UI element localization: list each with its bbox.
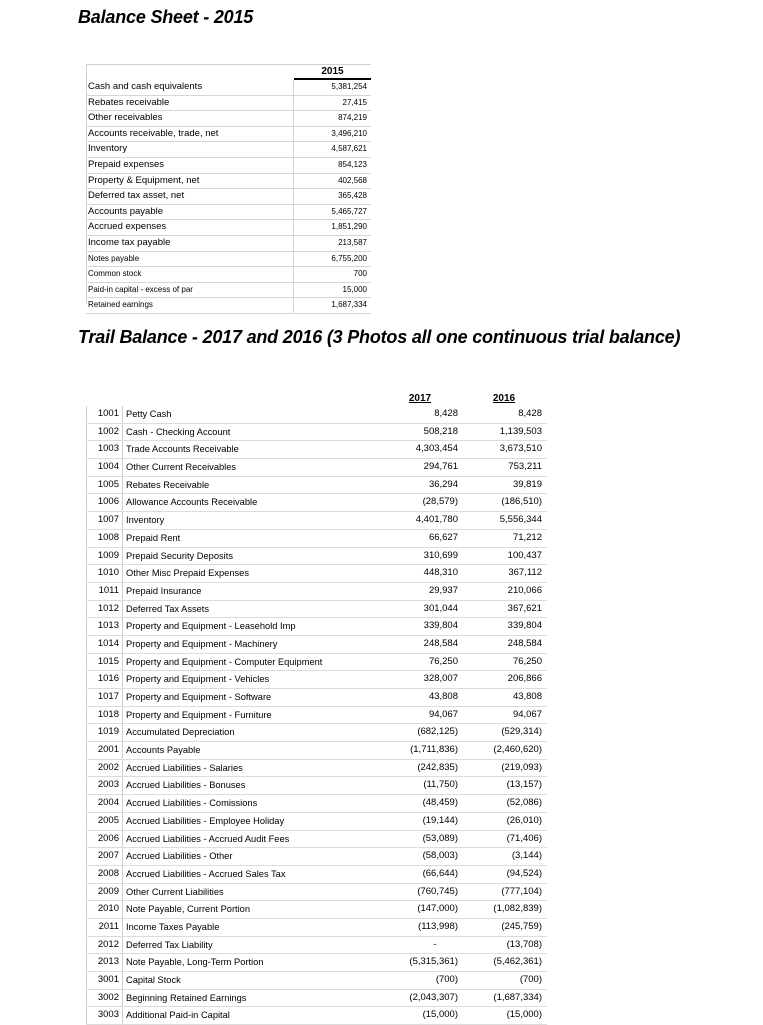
header-spacer bbox=[86, 382, 123, 406]
table-row bbox=[86, 127, 371, 143]
row-label: Accounts payable bbox=[86, 205, 294, 220]
table-row bbox=[86, 142, 371, 158]
table-row bbox=[86, 636, 547, 654]
account-number: 1019 bbox=[86, 724, 123, 741]
table-row bbox=[86, 813, 547, 831]
amount-2017: (19,144) bbox=[422, 814, 458, 826]
amount-2017: 448,310 bbox=[423, 567, 458, 579]
amount-2017: (682,125) bbox=[417, 726, 458, 738]
table-row bbox=[86, 424, 547, 442]
amount-2016: 5,556,344 bbox=[499, 514, 542, 526]
row-value: 15,000 bbox=[342, 284, 367, 294]
account-number: 1018 bbox=[86, 707, 123, 724]
amount-2017: 310,699 bbox=[423, 549, 458, 561]
table-row bbox=[86, 654, 547, 672]
row-value: 874,219 bbox=[338, 113, 367, 123]
trial-balance-title: Trail Balance - 2017 and 2016 (3 Photos all one continuous trial balance) bbox=[78, 327, 681, 347]
account-name: Cash - Checking Account bbox=[126, 426, 231, 437]
amount-2016: (15,000) bbox=[506, 1009, 542, 1021]
table-row bbox=[86, 441, 547, 459]
table-row bbox=[86, 236, 371, 252]
amount-2017: 248,584 bbox=[423, 637, 458, 649]
account-name: Accrued Liabilities - Accrued Audit Fees bbox=[126, 833, 290, 844]
table-row bbox=[86, 742, 547, 760]
table-row bbox=[86, 512, 547, 530]
amount-2016: (13,157) bbox=[506, 779, 542, 791]
account-number: 1008 bbox=[86, 530, 123, 547]
amount-2016: (13,708) bbox=[506, 938, 542, 950]
balance-sheet-table bbox=[86, 64, 371, 314]
table-row bbox=[86, 477, 547, 495]
row-value: 402,568 bbox=[338, 175, 367, 185]
amount-2017: 36,294 bbox=[428, 478, 458, 490]
amount-2016: 76,250 bbox=[512, 655, 542, 667]
row-label: Accounts receivable, trade, net bbox=[86, 127, 294, 142]
table-row bbox=[86, 1007, 547, 1025]
table-row bbox=[86, 919, 547, 937]
table-row bbox=[86, 189, 371, 205]
row-label: Prepaid expenses bbox=[86, 158, 294, 173]
row-label: Cash and cash equivalents bbox=[86, 80, 294, 95]
table-row bbox=[86, 548, 547, 566]
amount-2016: (245,759) bbox=[501, 920, 542, 932]
account-number: 1009 bbox=[86, 548, 123, 565]
account-name: Property and Equipment - Software bbox=[126, 692, 272, 702]
account-number: 1015 bbox=[86, 654, 123, 671]
table-row bbox=[86, 459, 547, 477]
row-value: 3,496,210 bbox=[331, 128, 367, 138]
amount-2017: (147,000) bbox=[417, 903, 458, 915]
account-number: 2001 bbox=[86, 742, 123, 759]
account-number: 1004 bbox=[86, 459, 123, 476]
row-label: Inventory bbox=[86, 142, 294, 157]
account-name: Petty Cash bbox=[126, 409, 172, 419]
amount-2016: (5,462,361) bbox=[493, 956, 542, 968]
amount-2017: (760,745) bbox=[417, 885, 458, 897]
account-number: 1011 bbox=[86, 583, 123, 600]
amount-2016: 248,584 bbox=[507, 637, 542, 649]
amount-2017: (15,000) bbox=[422, 1009, 458, 1021]
account-name: Deferred Tax Assets bbox=[126, 603, 210, 614]
account-name: Allowance Accounts Receivable bbox=[126, 497, 258, 508]
account-number: 1013 bbox=[86, 618, 123, 635]
amount-2017: - bbox=[433, 938, 437, 950]
amount-2016: (219,093) bbox=[501, 761, 542, 773]
table-row bbox=[86, 267, 371, 283]
amount-2016: 206,866 bbox=[507, 673, 542, 685]
table-row bbox=[86, 205, 371, 221]
amount-2016: (777,104) bbox=[501, 885, 542, 897]
row-label: Property & Equipment, net bbox=[86, 174, 294, 189]
amount-2016: 367,621 bbox=[507, 602, 542, 614]
row-label: Deferred tax asset, net bbox=[86, 189, 294, 204]
amount-2017: 301,044 bbox=[423, 602, 458, 614]
account-name: Additional Paid-in Capital bbox=[126, 1010, 230, 1021]
account-name: Note Payable, Current Portion bbox=[126, 904, 251, 915]
amount-2016: 367,112 bbox=[508, 567, 542, 579]
table-row bbox=[86, 220, 371, 236]
row-value: 700 bbox=[353, 269, 367, 279]
account-name: Prepaid Security Deposits bbox=[126, 550, 233, 561]
amount-2017: (2,043,307) bbox=[409, 991, 458, 1003]
account-number: 2005 bbox=[86, 813, 123, 830]
row-label: Rebates receivable bbox=[86, 96, 294, 111]
row-value: 1,851,290 bbox=[331, 222, 367, 232]
table-row bbox=[86, 618, 547, 636]
account-number: 1014 bbox=[86, 636, 123, 653]
amount-2016: (700) bbox=[519, 974, 542, 985]
account-name: Prepaid Insurance bbox=[126, 585, 202, 596]
amount-2016: 100,437 bbox=[507, 549, 542, 561]
account-number: 3001 bbox=[86, 972, 123, 989]
amount-2017: (5,315,361) bbox=[409, 956, 458, 968]
table-row bbox=[86, 990, 547, 1008]
amount-2017: (242,835) bbox=[417, 761, 458, 773]
row-label: Paid-in capital - excess of par bbox=[86, 283, 294, 298]
account-name: Property and Equipment - Machinery bbox=[126, 638, 278, 649]
amount-2016: 8,428 bbox=[518, 408, 542, 419]
balance-sheet-rows bbox=[86, 80, 371, 314]
amount-2017: (66,644) bbox=[422, 867, 458, 879]
amount-2017: (113,998) bbox=[418, 920, 458, 932]
table-row bbox=[86, 777, 547, 795]
table-row bbox=[86, 80, 371, 96]
amount-2017: 76,250 bbox=[428, 655, 458, 667]
row-value: 27,415 bbox=[342, 97, 367, 107]
account-name: Other Current Liabilities bbox=[126, 886, 224, 897]
table-row bbox=[86, 707, 547, 725]
account-number: 1017 bbox=[86, 689, 123, 706]
account-number: 3002 bbox=[86, 990, 123, 1007]
account-number: 2013 bbox=[86, 954, 123, 971]
account-name: Trade Accounts Receivable bbox=[126, 444, 239, 455]
row-label: Income tax payable bbox=[86, 236, 294, 251]
account-name: Rebates Receivable bbox=[126, 479, 210, 490]
amount-2016: (1,687,334) bbox=[493, 991, 542, 1003]
account-number: 3003 bbox=[86, 1007, 123, 1024]
account-number: 2007 bbox=[86, 848, 123, 865]
table-row bbox=[86, 972, 547, 990]
table-row bbox=[86, 848, 547, 866]
trial-balance-header bbox=[86, 382, 547, 406]
row-value: 854,123 bbox=[338, 159, 367, 169]
account-name: Accumulated Depreciation bbox=[126, 727, 235, 738]
amount-2017: 43,808 bbox=[428, 691, 458, 702]
year-header-2017: 2017 bbox=[408, 393, 432, 404]
row-value: 4,587,621 bbox=[331, 144, 367, 154]
account-name: Accrued Liabilities - Salaries bbox=[126, 762, 243, 773]
amount-2017: 294,761 bbox=[423, 461, 458, 473]
account-number: 1003 bbox=[86, 441, 123, 458]
table-row bbox=[86, 111, 371, 127]
amount-2017: 328,007 bbox=[423, 673, 458, 685]
account-name: Other Misc Prepaid Expenses bbox=[126, 568, 249, 579]
amount-2017: 29,937 bbox=[428, 584, 458, 596]
table-row bbox=[86, 494, 547, 512]
trial-balance-table bbox=[86, 382, 547, 1025]
amount-2016: 94,067 bbox=[512, 708, 542, 720]
table-row bbox=[86, 174, 371, 190]
row-value: 1,687,334 bbox=[331, 300, 367, 310]
account-name: Note Payable, Long-Term Portion bbox=[126, 957, 264, 968]
table-row bbox=[86, 406, 547, 424]
account-name: Accrued Liabilities - Employee Holiday bbox=[126, 815, 285, 826]
amount-2017: 339,804 bbox=[423, 620, 458, 632]
amount-2016: (26,010) bbox=[506, 814, 542, 826]
row-value: 5,465,727 bbox=[331, 206, 367, 216]
row-label: Notes payable bbox=[86, 252, 294, 267]
amount-2016: 753,211 bbox=[508, 461, 542, 473]
account-number: 2011 bbox=[86, 919, 123, 936]
account-number: 1006 bbox=[86, 494, 123, 511]
amount-2017: 94,067 bbox=[428, 708, 458, 720]
account-name: Prepaid Rent bbox=[126, 532, 181, 543]
table-row bbox=[86, 530, 547, 548]
table-row bbox=[86, 689, 547, 707]
table-row bbox=[86, 954, 547, 972]
amount-2017: 4,303,454 bbox=[415, 443, 458, 455]
account-name: Property and Equipment - Furniture bbox=[126, 709, 272, 720]
table-row bbox=[86, 884, 547, 902]
table-row bbox=[86, 158, 371, 174]
row-label: Other receivables bbox=[86, 111, 294, 126]
row-value: 213,587 bbox=[338, 237, 367, 247]
account-number: 1007 bbox=[86, 512, 123, 529]
row-value: 6,755,200 bbox=[331, 253, 367, 263]
account-number: 2010 bbox=[86, 901, 123, 918]
row-label: Accrued expenses bbox=[86, 220, 294, 235]
account-number: 1001 bbox=[86, 406, 123, 423]
account-number: 1012 bbox=[86, 601, 123, 618]
account-name: Accrued Liabilities - Bonuses bbox=[126, 780, 246, 791]
account-number: 2009 bbox=[86, 884, 123, 901]
table-row bbox=[86, 901, 547, 919]
table-row bbox=[86, 671, 547, 689]
account-name: Accrued Liabilities - Comissions bbox=[126, 798, 258, 809]
table-row bbox=[86, 601, 547, 619]
amount-2016: 3,673,510 bbox=[499, 443, 542, 455]
amount-2017: 508,218 bbox=[423, 425, 458, 437]
table-row bbox=[86, 866, 547, 884]
account-name: Capital Stock bbox=[126, 975, 181, 985]
account-number: 2003 bbox=[86, 777, 123, 794]
account-number: 1010 bbox=[86, 565, 123, 582]
account-name: Other Current Receivables bbox=[126, 462, 237, 473]
account-name: Accounts Payable bbox=[126, 745, 201, 756]
amount-2016: 71,212 bbox=[512, 531, 542, 543]
account-name: Accrued Liabilities - Accrued Sales Tax bbox=[126, 868, 286, 879]
table-row bbox=[86, 937, 547, 955]
amount-2016: (52,086) bbox=[506, 797, 542, 809]
row-value: 5,381,254 bbox=[331, 82, 367, 91]
amount-2016: 1,139,503 bbox=[499, 425, 542, 437]
table-row bbox=[86, 298, 371, 314]
amount-2016: 210,066 bbox=[507, 584, 542, 596]
account-name: Property and Equipment - Computer Equipment bbox=[126, 656, 323, 667]
table-row bbox=[86, 724, 547, 742]
account-name: Property and Equipment - Vehicles bbox=[126, 674, 270, 685]
amount-2017: (1,711,836) bbox=[410, 744, 458, 756]
amount-2017: 4,401,780 bbox=[415, 514, 458, 526]
account-name: Beginning Retained Earnings bbox=[126, 992, 247, 1003]
account-name: Income Taxes Payable bbox=[126, 921, 220, 932]
row-label: Retained earnings bbox=[86, 298, 294, 313]
account-number: 2012 bbox=[86, 937, 123, 954]
amount-2017: (58,003) bbox=[422, 850, 458, 862]
amount-2017: (48,459) bbox=[422, 797, 458, 809]
amount-2016: 339,804 bbox=[507, 620, 542, 632]
account-number: 1005 bbox=[86, 477, 123, 494]
amount-2016: (2,460,620) bbox=[493, 744, 542, 756]
account-number: 2004 bbox=[86, 795, 123, 812]
amount-2016: (1,082,839) bbox=[493, 903, 542, 915]
account-number: 2008 bbox=[86, 866, 123, 883]
account-number: 2002 bbox=[86, 760, 123, 777]
table-row bbox=[86, 252, 371, 268]
account-name: Accrued Liabilities - Other bbox=[126, 851, 233, 862]
table-row bbox=[86, 795, 547, 813]
balance-sheet-header bbox=[86, 64, 371, 80]
amount-2017: 66,627 bbox=[428, 531, 458, 543]
table-row bbox=[86, 760, 547, 778]
table-row bbox=[86, 565, 547, 583]
amount-2017: (11,750) bbox=[423, 779, 458, 791]
amount-2016: (186,510) bbox=[501, 496, 542, 508]
amount-2016: (94,524) bbox=[506, 867, 542, 879]
row-value: 365,428 bbox=[338, 191, 367, 201]
header-spacer bbox=[123, 382, 378, 406]
trial-balance-rows bbox=[86, 406, 547, 1025]
account-name: Property and Equipment - Leasehold Imp bbox=[126, 621, 296, 632]
row-label: Common stock bbox=[86, 267, 294, 282]
account-number: 1002 bbox=[86, 424, 123, 441]
account-number: 1016 bbox=[86, 671, 123, 688]
header-spacer bbox=[86, 64, 294, 80]
account-name: Inventory bbox=[126, 515, 165, 526]
table-row bbox=[86, 96, 371, 112]
amount-2017: 8,428 bbox=[434, 408, 458, 419]
amount-2017: (700) bbox=[435, 974, 458, 985]
amount-2017: (53,089) bbox=[422, 832, 458, 844]
amount-2016: 39,819 bbox=[512, 478, 542, 490]
balance-sheet-title: Balance Sheet - 2015 bbox=[78, 7, 254, 27]
amount-2016: (3,144) bbox=[511, 850, 542, 862]
account-name: Deferred Tax Liability bbox=[126, 939, 213, 950]
account-number: 2006 bbox=[86, 831, 123, 848]
amount-2016: 43,808 bbox=[512, 691, 542, 702]
year-header-2015: 2015 bbox=[294, 64, 371, 80]
table-row bbox=[86, 583, 547, 601]
table-row bbox=[86, 831, 547, 849]
table-row bbox=[86, 283, 371, 299]
amount-2017: (28,579) bbox=[422, 496, 458, 508]
amount-2016: (71,406) bbox=[506, 832, 542, 844]
amount-2016: (529,314) bbox=[501, 726, 542, 738]
year-header-2016: 2016 bbox=[492, 393, 516, 404]
